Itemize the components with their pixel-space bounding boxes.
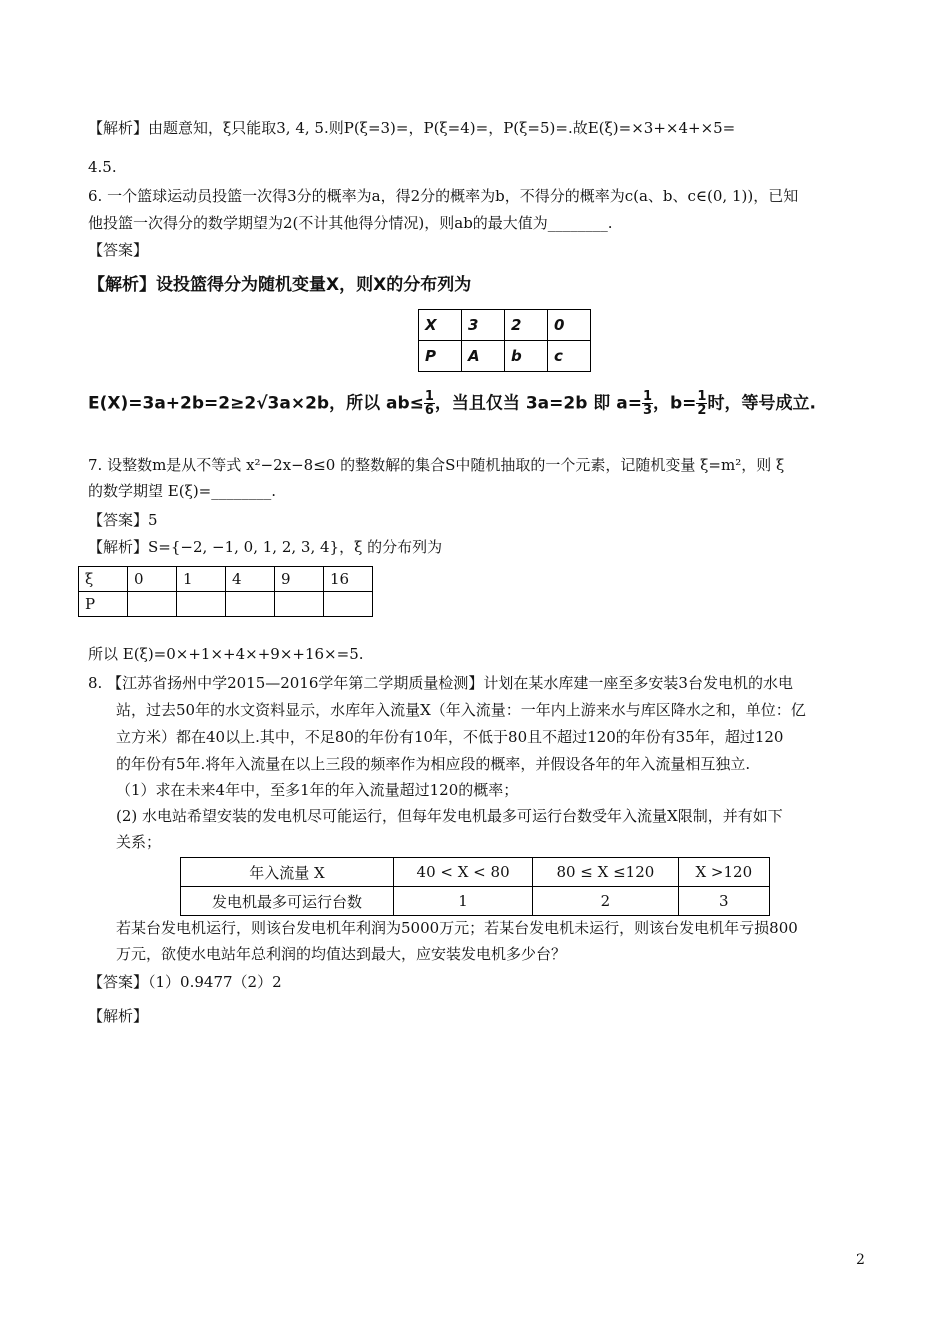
table8-cell: 1 (394, 887, 533, 916)
table6-cell: b (505, 341, 548, 372)
table7-cell: 4 (226, 567, 275, 592)
answer-6: 【答案】 (88, 241, 149, 259)
table7-cell: P (79, 592, 128, 617)
table7-cell (177, 592, 226, 617)
analysis-8: 【解析】 (88, 1007, 149, 1025)
fraction-one-sixth: $\frac{1}{6}$ (424, 389, 434, 418)
expectation-6-part-a: E(X)=3a+2b=2≥2√3a×2b，所以 ab≤ (88, 393, 424, 414)
expectation-6 (88, 390, 816, 417)
expectation-6-part-d: 时，等号成立. (707, 393, 816, 414)
expectation-7: 所以 E(ξ)=0×+1×+4×+9×+16×=5. (88, 645, 364, 663)
table7-cell: 16 (324, 567, 373, 592)
question-8-line-question: 万元，欲使水电站年总利润的均值达到最大，应安装发电机多少台？ (116, 945, 567, 963)
analysis-line-5: 【解析】由题意知，ξ只能取3, 4, 5.则P(ξ=3)=，P(ξ=4)=，P(ξ=5)=.故E(ξ)=×3+×4+×5= (88, 119, 736, 137)
analysis-7: 【解析】S={−2, −1, 0, 1, 2, 3, 4}，ξ 的分布列为 (88, 538, 443, 556)
table7-cell: 0 (128, 567, 177, 592)
question-8-part-2: (2) 水电站希望安装的发电机尽可能运行，但每年发电机最多可运行台数受年入流量X限制，并有如下 (116, 807, 783, 825)
expectation-6-part-c: ，b= (652, 393, 697, 414)
analysis-6: 【解析】设投篮得分为随机变量X，则X的分布列为 (88, 275, 472, 295)
table7-cell: 9 (275, 567, 324, 592)
table8-cell: 发电机最多可运行台数 (181, 887, 394, 916)
table6-cell: c (548, 341, 591, 372)
table6-cell: P (419, 341, 462, 372)
answer-7: 【答案】5 (88, 511, 158, 529)
table6-cell: X (419, 310, 462, 341)
question-7-line-2: 的数学期望 E(ξ)=________. (88, 482, 277, 500)
fraction-one-half: $\frac{1}{2}$ (697, 389, 707, 418)
question-8-line-1: 8. 【江苏省扬州中学2015—2016学年第二学期质量检测】计划在某水库建一座至多安装3台发电机的水电 (88, 674, 793, 692)
table6-cell: 3 (462, 310, 505, 341)
table8-header-cell: 年入流量 X (181, 858, 394, 887)
table7-cell (226, 592, 275, 617)
table7-cell (275, 592, 324, 617)
table8-header-cell: X >120 (678, 858, 769, 887)
question-8-part-2-cont: 关系； (116, 833, 162, 851)
page-number: 2 (856, 1252, 865, 1268)
analysis-line-5-cont: 4.5. (88, 158, 117, 176)
table8-header-cell: 80 ≤ X ≤120 (533, 858, 678, 887)
generator-table (180, 857, 770, 916)
question-8-line-4: 的年份有5年.将年入流量在以上三段的频率作为相应段的概率，并假设各年的年入流量相互独立. (116, 755, 751, 773)
expectation-6-part-b: ，当且仅当 3a=2b 即 a= (434, 393, 642, 414)
table6-cell: 0 (548, 310, 591, 341)
answer-8: 【答案】（1）0.9477（2）2 (88, 973, 282, 991)
fraction-one-third: $\frac{1}{3}$ (642, 389, 652, 418)
distribution-table-7 (78, 566, 373, 617)
distribution-table-6 (418, 309, 591, 372)
table8-header-cell: 40 < X < 80 (394, 858, 533, 887)
table7-cell: 1 (177, 567, 226, 592)
question-8-line-3: 立方米）都在40以上.其中，不足80的年份有10年，不低于80且不超过120的年份有35年，超过120 (116, 728, 784, 746)
question-8-part-1: （1）求在未来4年中，至多1年的年入流量超过120的概率； (116, 781, 519, 799)
table6-cell: A (462, 341, 505, 372)
table8-cell: 2 (533, 887, 678, 916)
question-6-line-1: 6. 一个篮球运动员投篮一次得3分的概率为a，得2分的概率为b，不得分的概率为c(a、b、c∈(0, 1))，已知 (88, 187, 799, 205)
question-8-line-profit: 若某台发电机运行，则该台发电机年利润为5000万元；若某台发电机未运行，则该台发电机年亏损800 (116, 919, 798, 937)
table6-cell: 2 (505, 310, 548, 341)
question-8-line-2: 站，过去50年的水文资料显示，水库年入流量X（年入流量：一年内上游来水与库区降水之和，单位：亿 (116, 701, 806, 719)
table7-cell: ξ (79, 567, 128, 592)
table7-cell (128, 592, 177, 617)
question-7-line-1: 7. 设整数m是从不等式 x²−2x−8≤0 的整数解的集合S中随机抽取的一个元素，记随机变量 ξ=m²，则 ξ (88, 456, 785, 474)
table8-cell: 3 (678, 887, 769, 916)
table7-cell (324, 592, 373, 617)
question-6-line-2: 他投篮一次得分的数学期望为2(不计其他得分情况)，则ab的最大值为________. (88, 214, 613, 232)
